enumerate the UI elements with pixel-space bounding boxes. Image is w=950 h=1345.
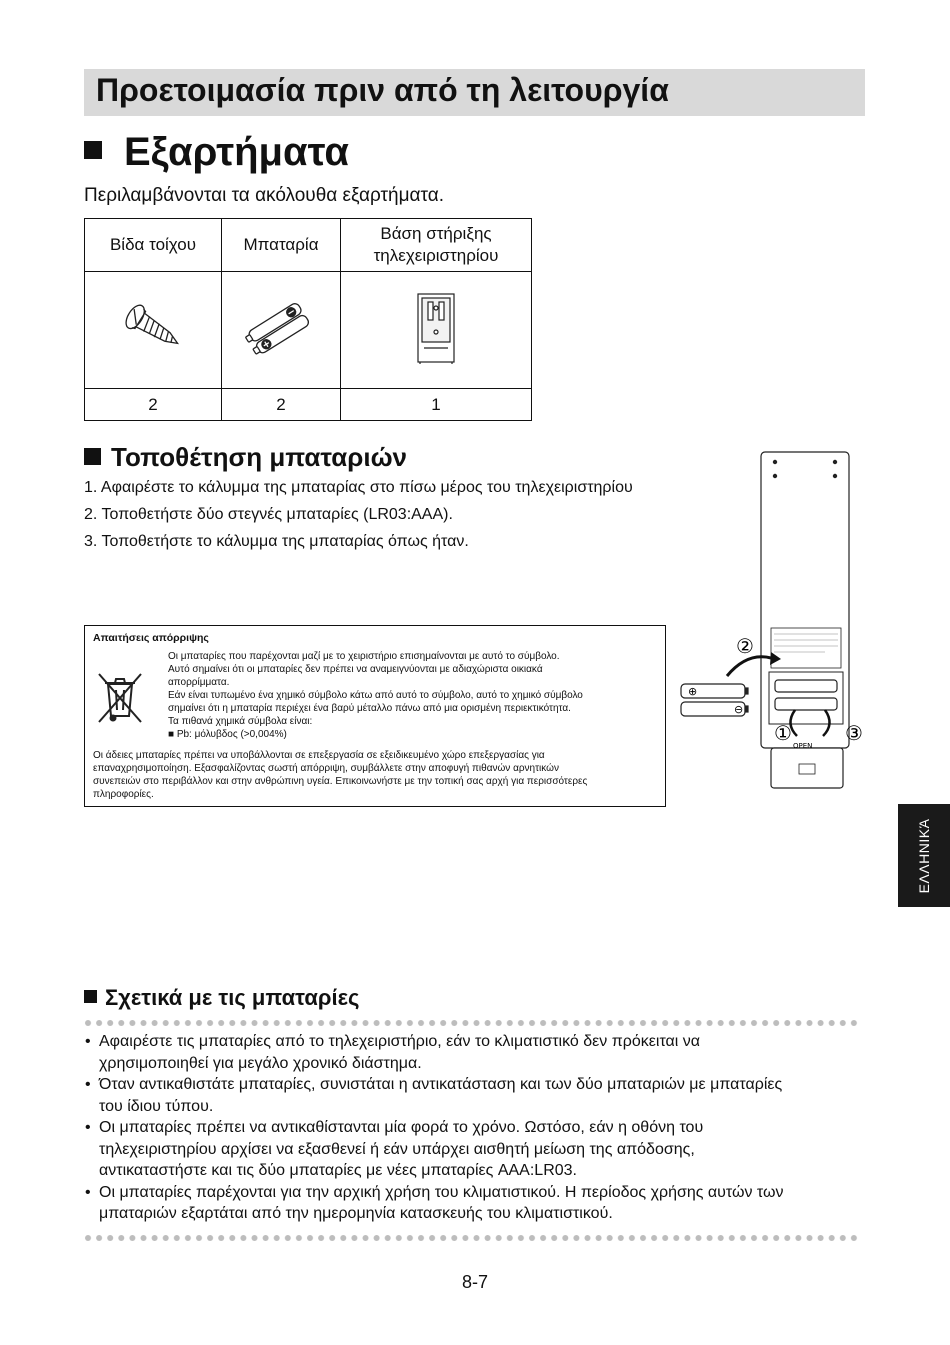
- plus-icon: ⊕: [688, 685, 698, 698]
- install-step: 1. Αφαιρέστε το κάλυμμα της μπαταρίας στο πίσω μέρος του τηλεχειριστηρίου: [84, 479, 633, 496]
- disposal-text: Οι μπαταρίες που παρέχονται μαζί με το χειριστήριο επισημαίνονται με αυτό το σύμβολο. Αυτό σημαίνει ότι οι μπαταρίες δεν πρέπει να αναμειγνύονται με αδιαχώριστα οικιακά απορρίμματα. Εάν είναι τυπωμένο ένα χημικό σύμβολο κάτω από αυτό το σύμβολο, αυτό το χημικό σύμβολο σημαίνει ότι η μπαταρία περιέχει ένα βαρύ μέταλλο πάνω από μια ορισμένη περιεκτικότητα. Τα πιθανά χημικά σύμβολα είναι: ■ Pb: μόλυβδος (>0,004%): [168, 651, 583, 740]
- square-bullet-icon: [84, 448, 101, 465]
- compartment-battery: [775, 698, 837, 710]
- remote-battery-diagram: [675, 448, 875, 793]
- list-item: • Αφαιρέστε τις μπαταρίες από το τηλεχειριστήριο, εάν το κλιματιστικό δεν πρόκειται να χρησιμοποιηθεί για μεγάλο χρονικό διάστημα.: [84, 1031, 874, 1074]
- install-step: 2. Τοποθετήστε δύο στεγνές μπαταρίες (LR03:AAA).: [84, 506, 453, 523]
- remote-holder-icon: [406, 290, 466, 366]
- square-bullet-icon: [84, 990, 97, 1003]
- remote-holder-cell: [341, 272, 532, 389]
- list-item: • Οι μπαταρίες πρέπει να αντικαθίστανται μία φορά το χρόνο. Ωστόσο, εάν η οθόνη του τηλεχειριστηρίου αρχίσει να εξασθενεί ή εάν υπάρχει αισθητή μείωση της απόδοσης, αντικαταστήστε και τις δύο μπαταρίες με νέες μπαταρίες AAA:LR03.: [84, 1117, 874, 1182]
- disposal-title: Απαιτήσεις απόρριψης: [93, 632, 209, 644]
- quantity-wall-screw: 2: [85, 389, 222, 421]
- wall-screw-cell: [85, 272, 222, 389]
- compartment-battery: [775, 680, 837, 692]
- wall-screw-icon: [118, 298, 188, 358]
- section-header-bar: [84, 69, 865, 116]
- dotted-separator-bottom: [84, 1234, 859, 1242]
- square-bullet-icon: [84, 141, 102, 159]
- list-item: • Οι μπαταρίες παρέχονται για την αρχική χρήση του κλιματιστικού. Η περίοδος χρήσης αυτών των μπαταριών εξαρτάται από την ημερομηνία κατασκευής του κλιματιστικού.: [84, 1182, 874, 1225]
- disposal-requirements-box: [84, 625, 666, 807]
- step-marker-3: ③: [845, 721, 863, 745]
- language-tab: [898, 804, 950, 907]
- install-steps: [84, 478, 633, 559]
- open-label: OPEN: [793, 742, 813, 750]
- disposal-footer-text: Οι άδειες μπαταρίες πρέπει να υποβάλλονται σε επεξεργασία σε εξειδικευμένο χώρο επεξεργασίας για επαναχρησιμοποίηση. Εξασφαλίζοντας σωστή απόρριψη, συμβάλλετε στην αποφυγή πιθανών αρνητικών συνεπειών στο περιβάλλον και στην ανθρώπινη υγεία. Επικοινωνήστε με την τοπική σας αρχή για περισσότερες πληροφορίες.: [93, 750, 588, 800]
- install-step: 3. Τοποθετήστε το κάλυμμα της μπαταρίας όπως ήταν.: [84, 533, 469, 550]
- about-batteries-heading: Σχετικά με τις μπαταρίες: [84, 985, 359, 1011]
- column-remote-holder: Βάση στήριξης τηλεχειριστηρίου: [341, 219, 532, 272]
- crossed-out-bin-icon: [95, 670, 145, 726]
- quantity-remote-holder: 1: [341, 389, 532, 421]
- language-label: ΕΛΛΗΝΙΚΆ: [916, 818, 932, 893]
- accessories-heading: Εξαρτήματα: [84, 130, 349, 175]
- step-marker-1: ①: [774, 721, 792, 745]
- column-wall-screw: Βίδα τοίχου: [85, 219, 222, 272]
- list-item: • Όταν αντικαθιστάτε μπαταρίες, συνιστάται η αντικατάσταση και των δύο μπαταριών με μπαταρίες του ίδιου τύπου.: [84, 1074, 874, 1117]
- accessories-intro: Περιλαμβάνονται τα ακόλουθα εξαρτήματα.: [84, 185, 445, 206]
- minus-icon: ⊖: [734, 703, 744, 716]
- quantity-battery: 2: [222, 389, 341, 421]
- column-battery: Μπαταρία: [222, 219, 341, 272]
- dotted-separator-top: [84, 1019, 859, 1027]
- step-marker-2: ②: [736, 634, 754, 658]
- about-batteries-list: [84, 1031, 874, 1225]
- page-number: 8-7: [461, 1272, 488, 1292]
- accessories-table: [84, 218, 532, 421]
- battery-cell: [222, 272, 341, 389]
- batteries-icon: [236, 298, 326, 358]
- install-batteries-heading: Τοποθέτηση μπαταριών: [84, 442, 407, 473]
- section-header-title: Προετοιμασία πριν από τη λειτουργία: [96, 72, 669, 108]
